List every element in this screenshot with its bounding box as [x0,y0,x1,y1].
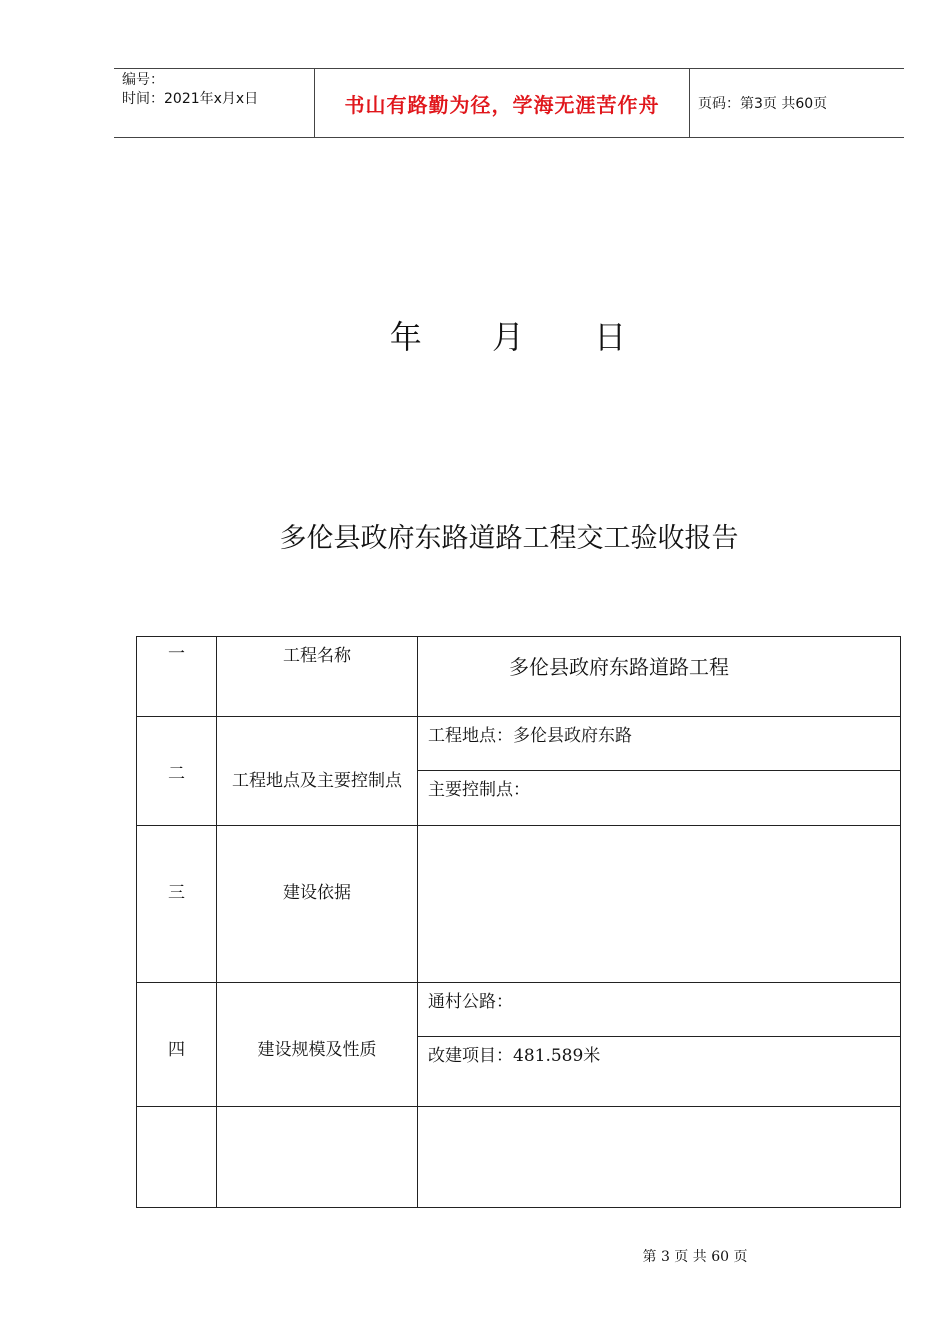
row-number: 二 [137,717,217,826]
date-year: 年 [389,318,426,356]
row-number: 一 [137,637,217,717]
header-number: 编号： [122,72,164,88]
row-number: 三 [137,826,217,983]
page-header [114,68,904,138]
row-name: 建设依据 [217,826,418,983]
table-row [137,637,901,717]
row-name: 建设规模及性质 [217,983,418,1107]
report-title: 多伦县政府东路道路工程交工验收报告 [279,523,739,554]
table-row [137,826,901,983]
row-number [137,1107,217,1208]
row-value: 多伦县政府东路道路工程 [418,637,901,717]
page-footer: 第 3 页 共 60 页 [642,1249,748,1265]
row-value [418,826,901,983]
row-value: 改建项目：481.589米 [418,1037,901,1107]
row-value: 工程地点：多伦县政府东路 [418,717,901,771]
row-name: 工程地点及主要控制点 [217,717,418,826]
table-row [137,1107,901,1208]
row-value [418,1107,901,1208]
header-page-number: 页码：第3页 共60页 [698,96,828,112]
header-time: 时间：2021年x月x日 [122,91,259,107]
date-day: 日 [594,318,631,356]
header-meta [114,69,314,137]
row-name: 工程名称 [217,637,418,717]
table-row [137,717,901,771]
table-row [137,983,901,1037]
row-value: 主要控制点： [418,771,901,826]
date-month: 月 [491,318,528,356]
row-value: 通村公路： [418,983,901,1037]
report-table [136,636,901,1208]
date-line [0,312,950,358]
header-motto: 书山有路勤为径，学海无涯苦作舟 [314,69,690,137]
row-number: 四 [137,983,217,1107]
row-name [217,1107,418,1208]
